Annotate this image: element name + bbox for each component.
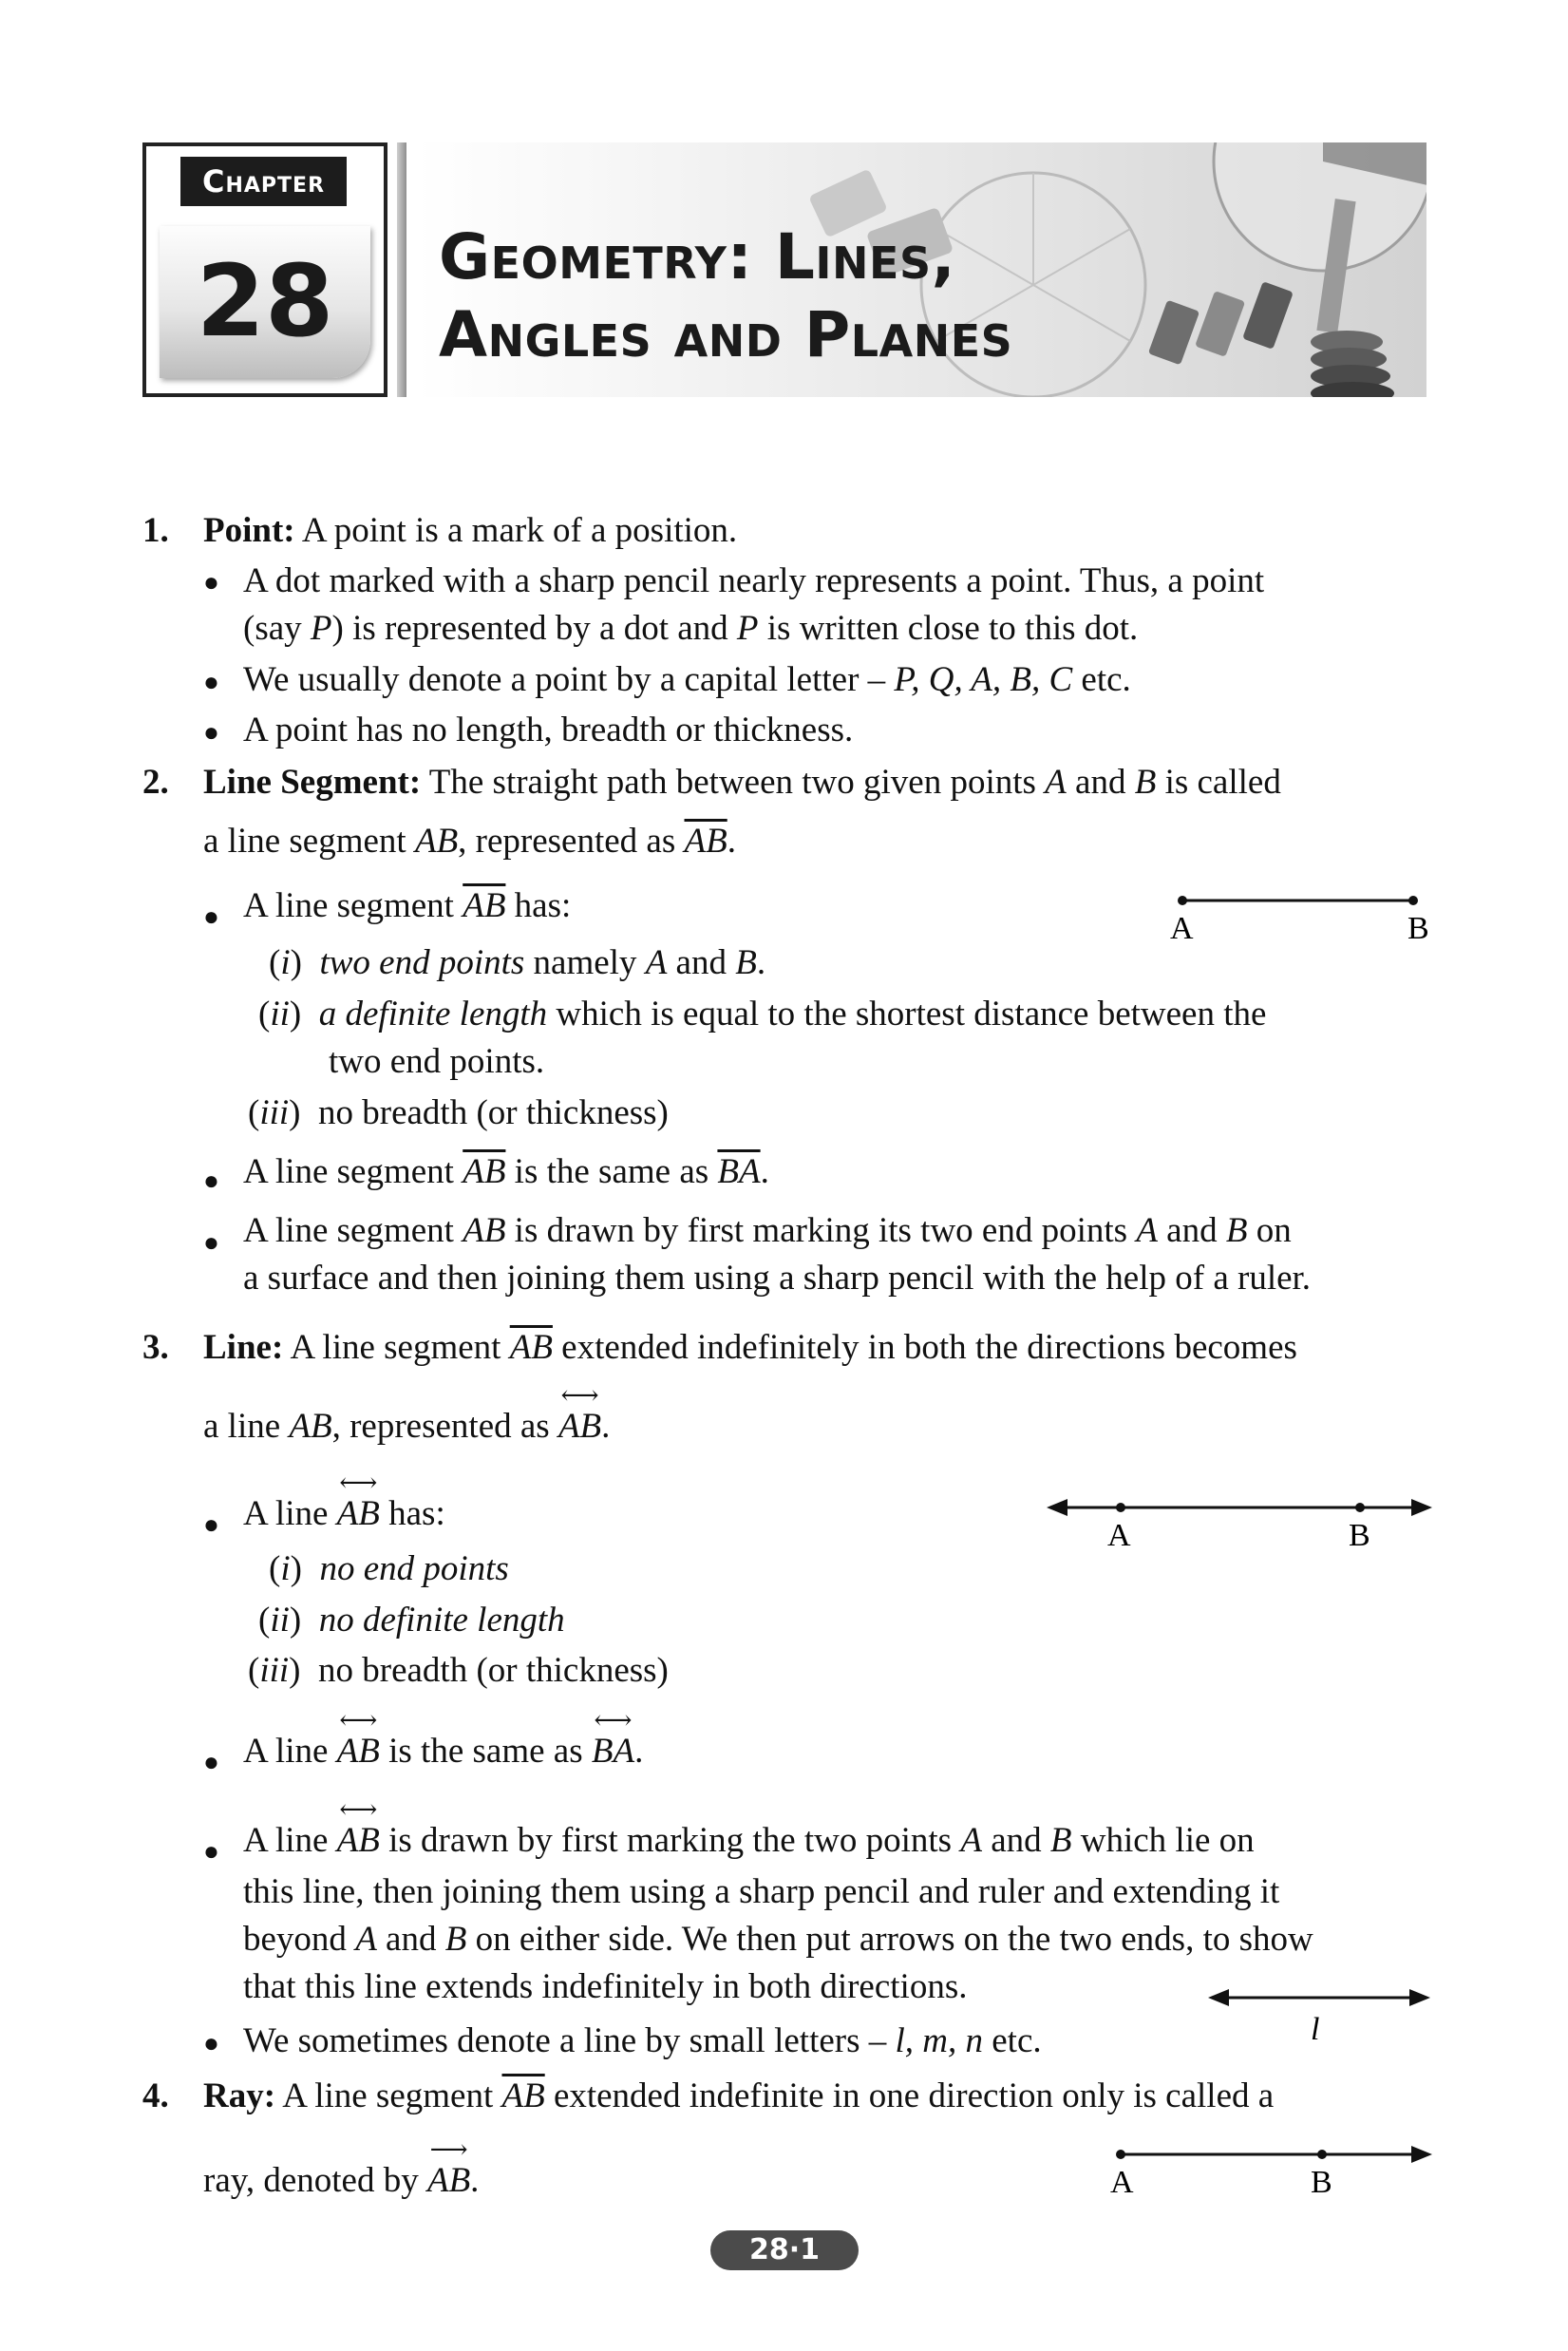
- label-l: l: [1311, 2012, 1320, 2047]
- s2-item-iii: (iii) no breadth (or thickness): [248, 1093, 669, 1132]
- bullet-icon: ●: [203, 902, 219, 932]
- s3-bullet-3-line-1: A line ⟷ AB is drawn by first marking the two points A and B which lie on: [243, 1795, 1255, 1860]
- arrow-right-icon: [1409, 1989, 1430, 2006]
- section-number: 2.: [142, 763, 169, 802]
- s3-item-i: (i) no end points: [269, 1549, 509, 1588]
- title-line-1: Geometry: Lines,: [439, 220, 956, 294]
- s2-item-i: (i) two end points namely A and B.: [269, 943, 766, 982]
- bullet-icon: ●: [203, 718, 219, 748]
- page-number: 28·1: [710, 2230, 859, 2270]
- s2-bullet-3-line-1: A line segment AB is drawn by first marking its two end points A and B on: [243, 1211, 1292, 1250]
- s3-bullet-4: We sometimes denote a line by small letters – l, m, n etc.: [243, 2021, 1042, 2060]
- figure-line: [1045, 1487, 1434, 1553]
- section-4-definition-line-2: ray, denoted by ⟶ AB.: [203, 2135, 480, 2200]
- point-a: [1116, 2150, 1125, 2159]
- section-number: 1.: [142, 511, 169, 550]
- arrow-right-icon: [1411, 1499, 1432, 1516]
- label-a: A: [1107, 1518, 1131, 1553]
- s3-bullet-3-line-4: that this line extends indefinitely in both directions.: [243, 1967, 968, 2006]
- block-icon: [1148, 300, 1200, 366]
- block-icon: [1195, 291, 1245, 357]
- section-4-heading: [142, 2074, 169, 2119]
- s2-bullet-2: A line segment $\overline{AB}$ is the same as $\overline{BA}$.: [243, 1152, 769, 1191]
- term-line-segment: Line Segment:: [203, 763, 422, 802]
- s2-item-ii-line-2: two end points.: [329, 1042, 545, 1081]
- s2-item-ii-line-1: (ii) a definite length which is equal to the shortest distance between the: [258, 995, 1267, 1033]
- point-b: [1355, 1503, 1365, 1512]
- s3-item-iii: (iii) no breadth (or thickness): [248, 1651, 669, 1690]
- label-b: B: [1349, 1518, 1370, 1553]
- arrow-left-icon: [1208, 1989, 1229, 2006]
- title-line-2: Angles and Planes: [439, 298, 1013, 371]
- bullet-icon: ●: [203, 1510, 219, 1540]
- section-4-definition-line-1: Ray: A line segment $\overline{AB}$ extended indefinite in one direction only is called a: [203, 2076, 1275, 2115]
- chapter-label: Chapter: [180, 157, 347, 206]
- bullet-icon: ●: [203, 1166, 219, 1196]
- s1-bullet-1-line-2: (say P) is represented by a dot and P is written close to this dot.: [243, 609, 1139, 648]
- section-2-definition-line-2: a line segment AB, represented as $\overline{AB}$.: [203, 822, 736, 861]
- s3-bullet-3-line-3: beyond A and B on either side. We then put arrows on the two ends, to show: [243, 1920, 1313, 1959]
- bullet-icon: ●: [203, 1228, 219, 1258]
- section-2-heading: [142, 760, 169, 806]
- bullet-icon: ●: [203, 1837, 219, 1867]
- section-3-heading: [142, 1325, 169, 1371]
- section-1-heading: [142, 508, 169, 554]
- s3-bullet-2: A line ⟷ AB is the same as ⟷ BA.: [243, 1706, 644, 1771]
- point-a: [1178, 896, 1187, 905]
- point-b: [1408, 896, 1418, 905]
- bullet-icon: ●: [203, 2029, 219, 2058]
- bullet-icon: ●: [203, 568, 219, 597]
- s3-item-ii: (ii) no definite length: [258, 1601, 565, 1640]
- section-2-definition-line-1: Line Segment: The straight path between two given points A and B is called: [203, 763, 1281, 802]
- term-ray: Ray:: [203, 2076, 276, 2115]
- bullet-icon: ●: [203, 1748, 219, 1777]
- label-a: A: [1110, 2165, 1134, 2200]
- s1-bullet-2: We usually denote a point by a capital letter – P, Q, A, B, C etc.: [243, 660, 1131, 699]
- chapter-number: 28: [196, 243, 334, 359]
- label-a: A: [1170, 911, 1194, 946]
- chapter-title: [439, 218, 1012, 374]
- s3-bullet-1: A line ⟷ AB has:: [243, 1469, 445, 1533]
- point-a: [1116, 1503, 1125, 1512]
- s1-bullet-1-line-1: A dot marked with a sharp pencil nearly represents a point. Thus, a point: [243, 561, 1265, 600]
- arrow-right-icon: [1411, 2146, 1432, 2163]
- section-3-definition-line-1: Line: A line segment $\overline{AB}$ extended indefinitely in both the directions becomes: [203, 1328, 1297, 1367]
- definition-text: A point is a mark of a position.: [301, 511, 738, 550]
- pie-chart-icon: [1214, 142, 1426, 271]
- s2-bullet-3-line-2: a surface and then joining them using a sharp pencil with the help of a ruler.: [243, 1259, 1312, 1298]
- figure-line-segment: [1159, 883, 1444, 950]
- bullet-icon: ●: [203, 668, 219, 697]
- s2-bullet-1: A line segment $\overline{AB}$ has:: [243, 886, 572, 925]
- s3-bullet-3-line-2: this line, then joining them using a sharp pencil and ruler and extending it: [243, 1872, 1280, 1911]
- section-number: 3.: [142, 1328, 169, 1367]
- label-b: B: [1311, 2165, 1332, 2200]
- term-line: Line:: [203, 1328, 284, 1367]
- figure-ray: [1106, 2137, 1434, 2204]
- section-number: 4.: [142, 2076, 169, 2115]
- term-point: Point:: [203, 511, 295, 550]
- s1-bullet-3: A point has no length, breadth or thickness.: [243, 711, 854, 749]
- section-1-definition: [203, 508, 737, 554]
- header-divider: [397, 142, 406, 397]
- figure-line-l: [1206, 1981, 1434, 2047]
- label-b: B: [1407, 911, 1429, 946]
- point-b: [1317, 2150, 1327, 2159]
- section-3-definition-line-2: a line AB, represented as ⟷ AB.: [203, 1381, 611, 1446]
- arrow-left-icon: [1047, 1499, 1067, 1516]
- block-icon: [1242, 281, 1294, 350]
